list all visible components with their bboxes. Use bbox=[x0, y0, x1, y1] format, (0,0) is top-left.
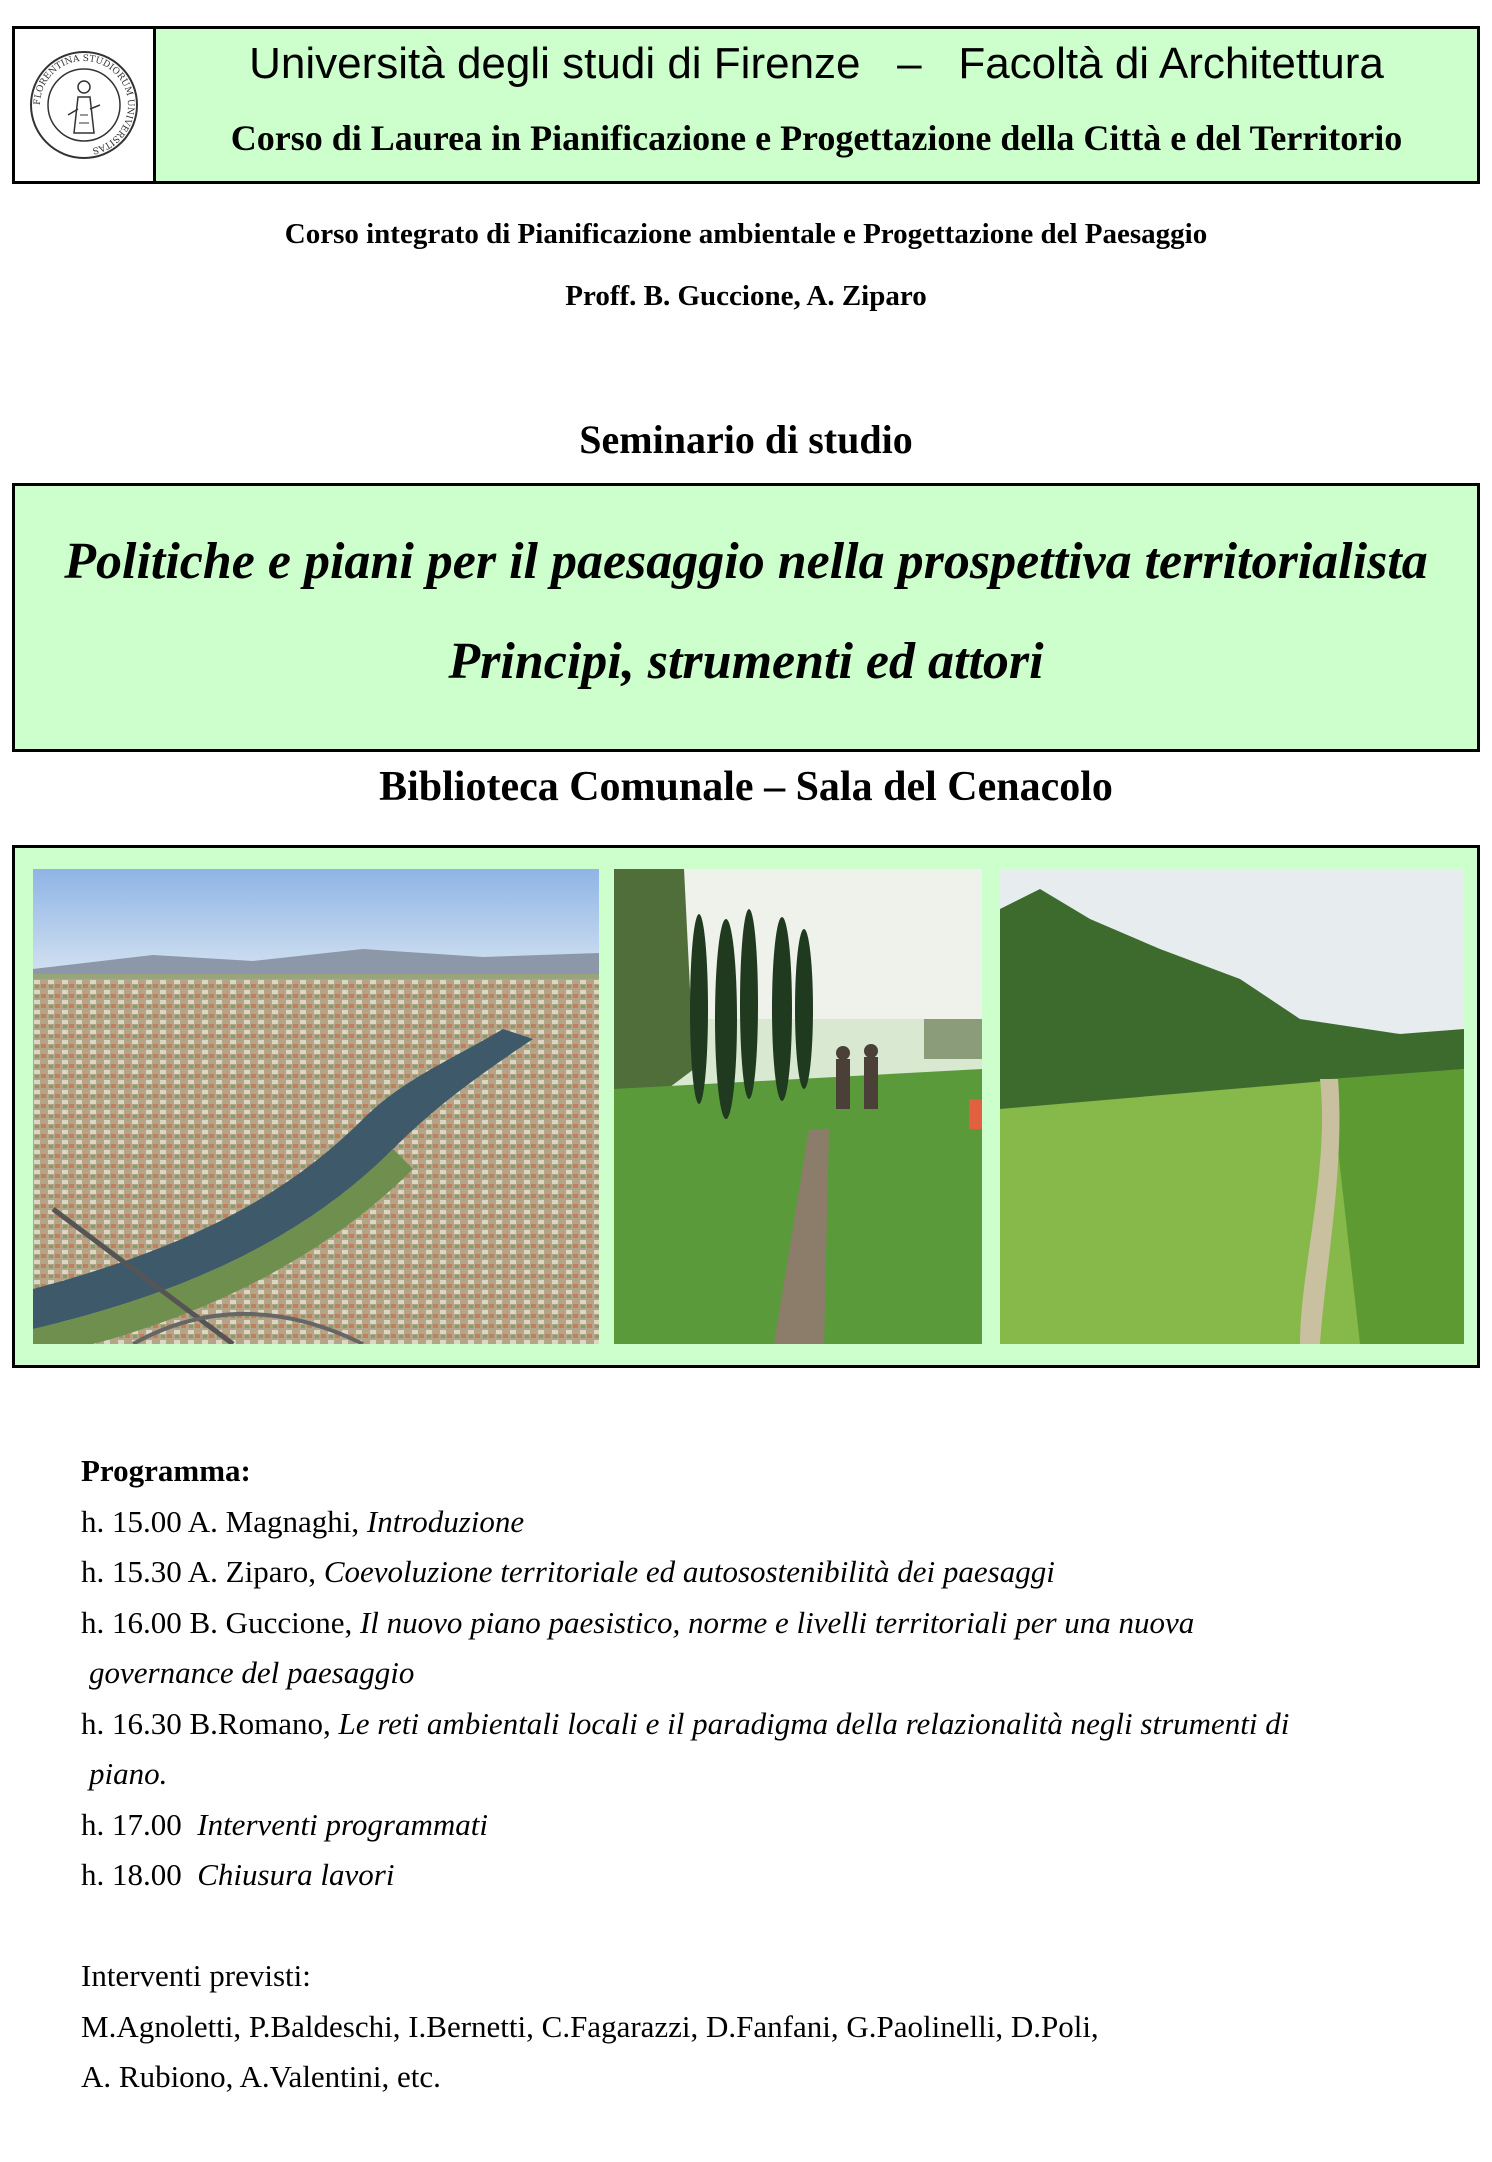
university-faculty-title: Università degli studi di Firenze – Facoltà di Architettura bbox=[249, 39, 1384, 88]
programme-speaker: B.Romano, bbox=[181, 1705, 339, 1741]
seminar-title: Politiche e piani per il paesaggio nella prospettiva territorialista bbox=[64, 533, 1428, 590]
embankment-path-photo bbox=[1000, 869, 1464, 1344]
programme-item bbox=[81, 1598, 1441, 1649]
seminar-subtitle: Principi, strumenti ed attori bbox=[448, 633, 1044, 690]
seminar-label: Seminario di studio bbox=[579, 417, 913, 462]
programme-item bbox=[81, 1850, 1441, 1901]
header-box bbox=[12, 26, 1480, 184]
programme-item bbox=[81, 1497, 1441, 1548]
cypress-path-photo bbox=[614, 869, 982, 1344]
professors: Proff. B. Guccione, A. Ziparo bbox=[565, 280, 927, 312]
programme-time: h. 16.30 bbox=[81, 1705, 182, 1741]
programme-speaker: A. Ziparo, bbox=[181, 1554, 324, 1589]
programme-time: h. 18.00 bbox=[81, 1857, 182, 1892]
programme-talk: Introduzione bbox=[366, 1503, 525, 1539]
programme-talk: Coevoluzione territoriale ed autosostenibilità dei paesaggi bbox=[323, 1554, 1055, 1589]
programme-talk-continuation: piano. bbox=[89, 1756, 168, 1791]
programme-time: h. 15.30 bbox=[81, 1554, 182, 1589]
venue: Biblioteca Comunale – Sala del Cenacolo bbox=[379, 764, 1113, 810]
programme-speaker: A. Magnaghi, bbox=[181, 1503, 367, 1539]
programme-item bbox=[81, 1547, 1441, 1598]
programme-heading: Programma: bbox=[81, 1453, 251, 1488]
programme-speaker bbox=[182, 1807, 198, 1842]
university-seal-icon bbox=[28, 49, 140, 161]
aerial-town-photo bbox=[33, 869, 599, 1344]
university-logo bbox=[15, 29, 156, 181]
programme-time: h. 16.00 bbox=[81, 1604, 182, 1640]
programme-talk: Interventi programmati bbox=[197, 1806, 488, 1842]
speakers-heading: Interventi previsti: bbox=[81, 1958, 311, 1993]
programme-talk: Le reti ambientali locali e il paradigma della relazionalità negli strumenti di bbox=[338, 1705, 1290, 1741]
seminar-title-box bbox=[12, 483, 1480, 752]
programme-item bbox=[81, 1800, 1441, 1851]
photo-strip bbox=[12, 845, 1480, 1368]
programme-talk: Il nuovo piano paesistico, norme e livelli territoriali per una nuova bbox=[359, 1604, 1195, 1640]
programme-item bbox=[81, 1699, 1441, 1750]
programme-time: h. 15.00 bbox=[81, 1503, 182, 1539]
speakers-list: A. Rubiono, A.Valentini, etc. bbox=[81, 2059, 441, 2094]
svg-text:FLORENTINA STUDIORUM UNIVERSIT: FLORENTINA STUDIORUM UNIVERSITAS bbox=[32, 53, 136, 156]
programme-speaker: B. Guccione, bbox=[181, 1604, 360, 1640]
spacer bbox=[81, 1901, 1441, 1952]
integrated-course: Corso integrato di Pianificazione ambientale e Progettazione del Paesaggio bbox=[284, 218, 1208, 250]
speakers-list: M.Agnoletti, P.Baldeschi, I.Bernetti, C.Fagarazzi, D.Fanfani, G.Paolinelli, D.Poli, bbox=[81, 2008, 1099, 2044]
header-title-area bbox=[156, 29, 1477, 181]
programme-speaker bbox=[182, 1857, 198, 1892]
programme bbox=[81, 1446, 1441, 2103]
degree-course-title: Corso di Laurea in Pianificazione e Progettazione della Città e del Territorio bbox=[230, 118, 1403, 158]
programme-talk: Chiusura lavori bbox=[197, 1857, 395, 1892]
programme-talk-continuation: governance del paesaggio bbox=[89, 1655, 415, 1690]
programme-time: h. 17.00 bbox=[81, 1806, 182, 1842]
